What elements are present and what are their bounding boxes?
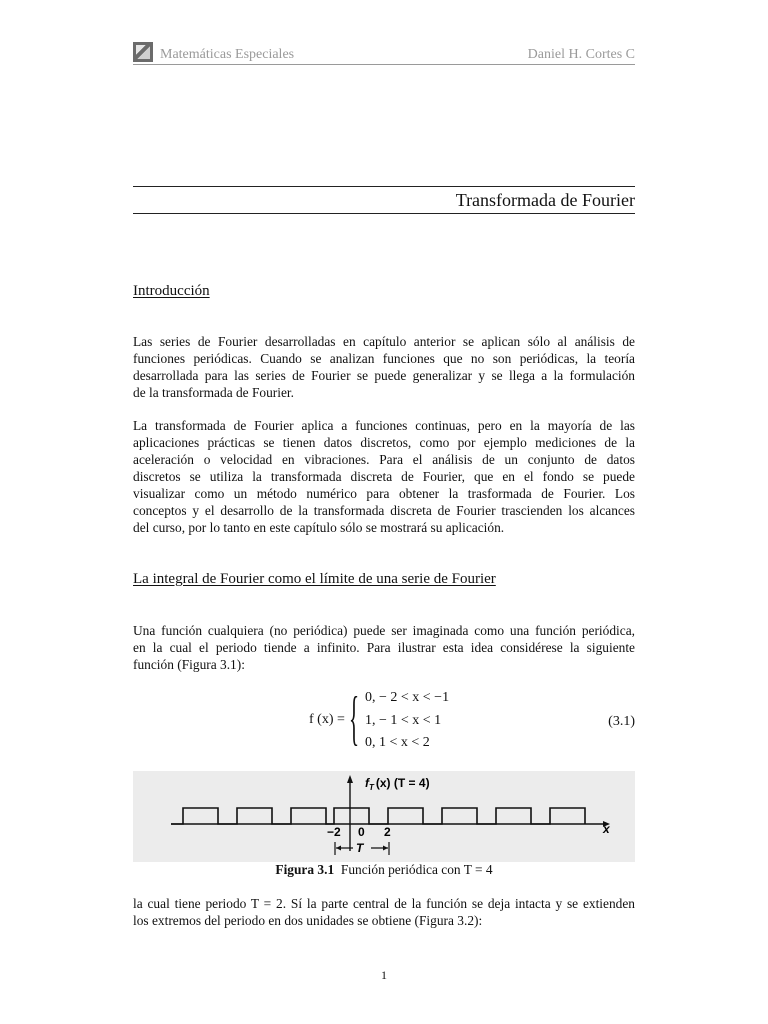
tick-label: 2	[384, 825, 391, 839]
text-line: la cual tiene periodo T = 2. Sí la parte central de la función se deja intacta y se extienden	[133, 896, 635, 911]
logo-icon	[133, 42, 153, 62]
tick-label: 0	[358, 825, 365, 839]
text-line: del curso, por lo tanto en este capítulo sólo se mostrará su aplicación.	[133, 520, 505, 535]
text-line: los extremos del periodo en dos unidades se obtiene (Figura 3.2):	[133, 913, 483, 928]
text-line: discretos se utiliza la transformada discreta de Fourier, que en el fondo se puede	[133, 469, 635, 484]
text-line: en la cual el periodo tiende a infinito. Para ilustrar esta idea considérese la siguiente	[133, 640, 635, 655]
chapter-title-block	[133, 186, 635, 214]
text-line: desarrollada para las series de Fourier se puede generalizar y se llega a la formulación	[133, 368, 635, 383]
equation-case-2: 1, − 1 < x < 1	[365, 713, 442, 728]
intro-paragraph-2	[133, 417, 635, 536]
section-paragraph-1	[133, 622, 635, 673]
section-heading: La integral de Fourier como el límite de una serie de Fourier	[133, 571, 496, 587]
arrow-left-icon	[336, 846, 341, 851]
y-axis-arrow-icon	[347, 775, 353, 783]
y-axis-label-rest: (x) (T = 4)	[375, 776, 430, 790]
caption-label: Figura 3.1	[275, 862, 335, 877]
text-line: visualizar como un método numérico para obtener la trasformada de Fourier. Los	[133, 486, 635, 501]
page-header	[133, 42, 635, 65]
y-axis-label-f: f	[365, 776, 369, 790]
text-line: La transformada de Fourier aplica a funciones continuas, pero en la mayoría de las	[133, 418, 635, 433]
figure-caption	[133, 862, 635, 878]
text-line: función (Figura 3.1):	[133, 657, 245, 672]
y-axis-label	[365, 776, 430, 792]
equation-3-1	[133, 685, 635, 754]
arrow-right-icon	[383, 846, 388, 851]
left-brace-symbol: {	[349, 685, 360, 751]
x-axis-label: x	[603, 822, 610, 836]
after-figure-paragraph	[133, 895, 635, 929]
text-line: Una función cualquiera (no periódica) puede ser imaginada como una función periódica,	[133, 623, 635, 638]
chapter-title: Transformada de Fourier	[455, 190, 635, 210]
text-line: aplicaciones prácticas se tienen datos discretos, como por ejemplo mediciones de la	[133, 435, 635, 450]
text-line: funciones periódicas. Cuando se analizan funciones que no son periódicas, la teoría	[133, 351, 635, 366]
text-line: aceleración o velocidad en vibraciones. Para el análisis de un conjunto de datos	[133, 452, 635, 467]
pulse-train	[171, 808, 585, 824]
equation-case-1: 0, − 2 < x < −1	[365, 690, 450, 705]
period-label: T	[356, 841, 364, 855]
intro-heading: Introducción	[133, 283, 210, 299]
tick-label: −2	[327, 825, 341, 839]
header-author: Daniel H. Cortes C	[527, 47, 635, 62]
figure-3-1	[133, 771, 635, 862]
equation-number: (3.1)	[608, 714, 635, 729]
intro-paragraph-1	[133, 333, 635, 401]
text-line: Las series de Fourier desarrolladas en capítulo anterior se aplican sólo al análisis de	[133, 334, 635, 349]
periodic-function-plot	[133, 771, 635, 862]
caption-text: Función periódica con T = 4	[340, 862, 493, 877]
header-course: Matemáticas Especiales	[160, 47, 295, 62]
text-line: conceptos y el desarrollo de la transformada discreta de Fourier trascienden los alcances	[133, 503, 635, 518]
equation-lhs: f (x) =	[309, 712, 345, 727]
equation-case-3: 0, 1 < x < 2	[365, 735, 430, 750]
text-line: de la transformada de Fourier.	[133, 385, 295, 400]
page-number: 1	[381, 968, 387, 982]
y-axis-label-sub: T	[369, 783, 374, 792]
